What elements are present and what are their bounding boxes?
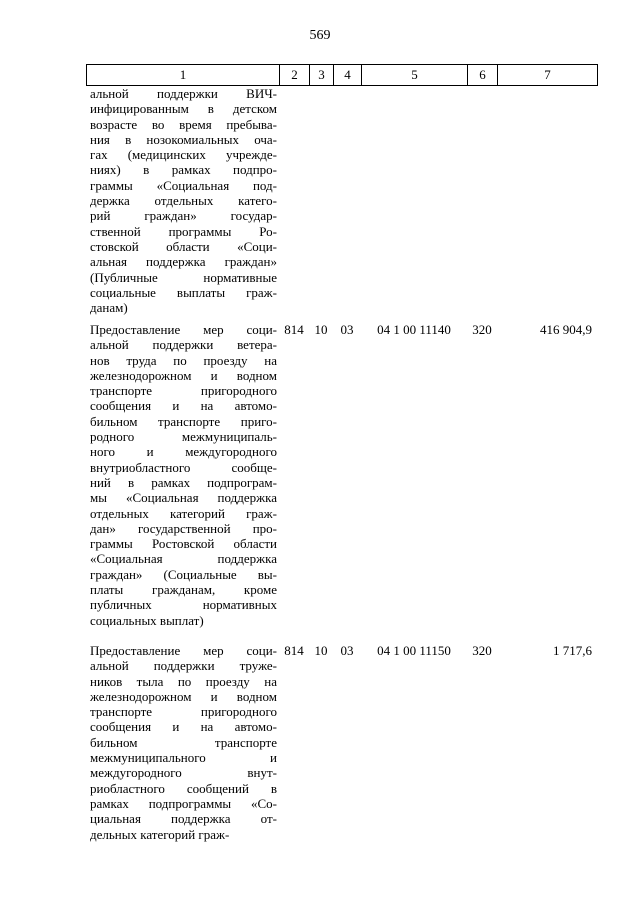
description-line: отдельных категорий граж- [90,505,277,521]
ministry-code [279,86,309,315]
description-line: ния в нозокомиальных оча- [90,131,277,147]
description-line: альной поддержки ВИЧ- [90,86,277,101]
ministry-code: 814 [284,643,304,658]
description-line: граждан» (Социальные вы- [90,566,277,582]
description-line: Предоставление мер соци- [90,643,277,658]
description-line: возрасте во время пребыва- [90,116,277,132]
description-line: (Публичные нормативные [90,269,277,285]
header-col-4: 4 [334,65,362,85]
header-col-5: 5 [362,65,468,85]
description-line: рий граждан» государ- [90,208,277,224]
description-line: ниях) в рамках подпро- [90,162,277,178]
page-number: 569 [309,28,331,43]
description-line: нов труда по проезду на [90,352,277,368]
description-line: мы «Социальная поддержка [90,490,277,506]
description-line: социальные выплаты граж- [90,284,277,300]
description-line: стовской области «Соци- [90,238,277,254]
description-line: граммы Ростовской области [90,536,277,552]
header-col-6: 6 [468,65,498,85]
description-line: ников тыла по проезду на [90,673,277,689]
target-article-code: 04 1 00 11150 [377,643,451,658]
description-line: альная поддержка граждан» [90,254,277,270]
table-row [86,322,598,628]
amount: 1 717,6 [553,643,592,658]
description-line: внутриобластного сообще- [90,459,277,475]
expense-type-code: 320 [472,322,492,337]
description-line: данам) [90,300,128,316]
header-col-2: 2 [280,65,310,85]
header-col-7: 7 [544,67,551,82]
target-article-code: 04 1 00 11140 [377,322,451,337]
description-line: межмуниципального и [90,750,277,766]
subsection-code [333,86,361,315]
description-line: транспорте пригородного [90,704,277,720]
row-description [86,643,279,842]
description-line: железнодорожном и водном [90,367,277,383]
description-line: рамках подпрограммы «Со- [90,795,277,811]
description-line: бильном транспорте приго- [90,413,277,429]
description-line: ного и междугородного [90,444,277,460]
description-line: ний в рамках подпрограм- [90,474,277,490]
description-line: инфицированным в детском [90,101,277,117]
description-line: родного межмуниципаль- [90,429,277,445]
description-line: транспорте пригородного [90,383,277,399]
header-col-3: 3 [310,65,334,85]
description-line: публичных нормативных [90,597,277,613]
description-line: ственной программы Ро- [90,223,277,239]
table-row [86,643,598,842]
subsection-code: 03 [340,643,354,658]
expense-type-code: 320 [472,643,492,658]
description-line: гах (медицинских учрежде- [90,147,277,163]
description-line: риобластного сообщений в [90,780,277,796]
table-row [86,86,598,315]
ministry-code: 814 [284,322,304,337]
description-line: сообщения и на автомо- [90,719,277,735]
row-description [86,86,279,315]
amount: 416 904,9 [540,322,592,337]
section-code: 10 [314,322,328,337]
expense-type-code [467,86,497,315]
description-line: держка отдельных катего- [90,193,277,209]
description-line: альной поддержки ветера- [90,337,277,353]
description-line: социальных выплат) [90,612,204,628]
section-code: 10 [314,643,328,658]
description-line: «Социальная поддержка [90,551,277,567]
section-code [309,86,333,315]
description-line: дан» государственной про- [90,520,277,536]
description-line: альной поддержки труже- [90,658,277,674]
amount [497,86,596,315]
description-line: платы гражданам, кроме [90,582,277,598]
subsection-code: 03 [340,322,354,337]
description-line: железнодорожном и водном [90,688,277,704]
target-article-code [361,86,467,315]
description-line: граммы «Социальная под- [90,177,277,193]
description-line: бильном транспорте [90,734,277,750]
description-line: сообщения и на автомо- [90,398,277,414]
description-line: дельных категорий граж- [90,826,230,842]
description-line: Предоставление мер соци- [90,322,277,337]
description-line: междугородного внут- [90,765,277,781]
description-line: циальная поддержка от- [90,811,277,827]
table-header-row [86,64,598,86]
row-description [86,322,279,628]
header-col-1: 1 [87,65,280,85]
